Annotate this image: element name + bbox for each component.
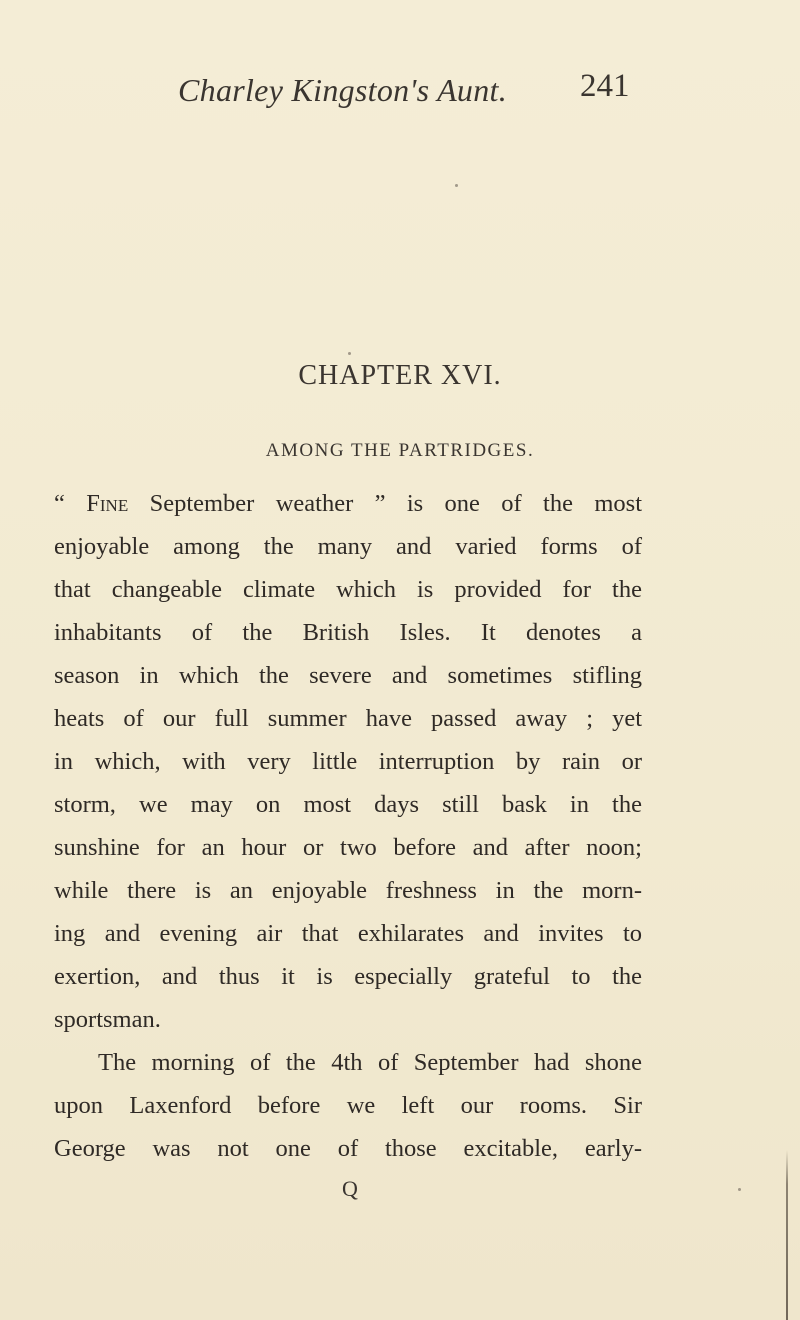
text-line: in which, with very little interruption by rain or [54, 748, 642, 775]
text-line: that changeable climate which is provided for the [54, 576, 642, 603]
page-number: 241 [580, 68, 630, 104]
ink-speck [455, 184, 458, 187]
text-line: storm, we may on most days still bask in the [54, 791, 642, 818]
text-line: ing and evening air that exhilarates and invites to [54, 920, 642, 947]
chapter-heading: CHAPTER XVI. [298, 360, 502, 391]
text-line: heats of our full summer have passed away ; yet [54, 705, 642, 732]
text-line: season in which the severe and sometimes stifling [54, 662, 642, 689]
text-line: exertion, and thus it is especially grateful to the [54, 963, 642, 990]
text-line: upon Laxenford before we left our rooms. Sir [54, 1092, 642, 1119]
chapter-subtitle: AMONG THE PARTRIDGES. [265, 440, 535, 461]
ink-speck [348, 352, 351, 355]
text-line-1: “ Fine September weather ” is one of the most [54, 490, 643, 517]
text-line: George was not one of those excitable, early- [54, 1135, 642, 1162]
text-line: sunshine for an hour or two before and after noon; [54, 834, 642, 861]
page-edge-shadow [786, 1150, 788, 1320]
running-head [0, 68, 800, 120]
text-line: enjoyable among the many and varied forms of [54, 533, 642, 560]
text-line: while there is an enjoyable freshness in the morn- [54, 877, 642, 904]
text-line: The morning of the 4th of September had shone [98, 1049, 642, 1076]
ink-speck [738, 1188, 741, 1191]
running-title: Charley Kingston's Aunt. [178, 72, 508, 108]
text-line: sportsman. [54, 1006, 161, 1033]
text-line: inhabitants of the British Isles. It denotes a [54, 619, 642, 646]
signature-mark: Q [342, 1176, 358, 1201]
smallcaps-opening-word: Fine [86, 490, 129, 517]
